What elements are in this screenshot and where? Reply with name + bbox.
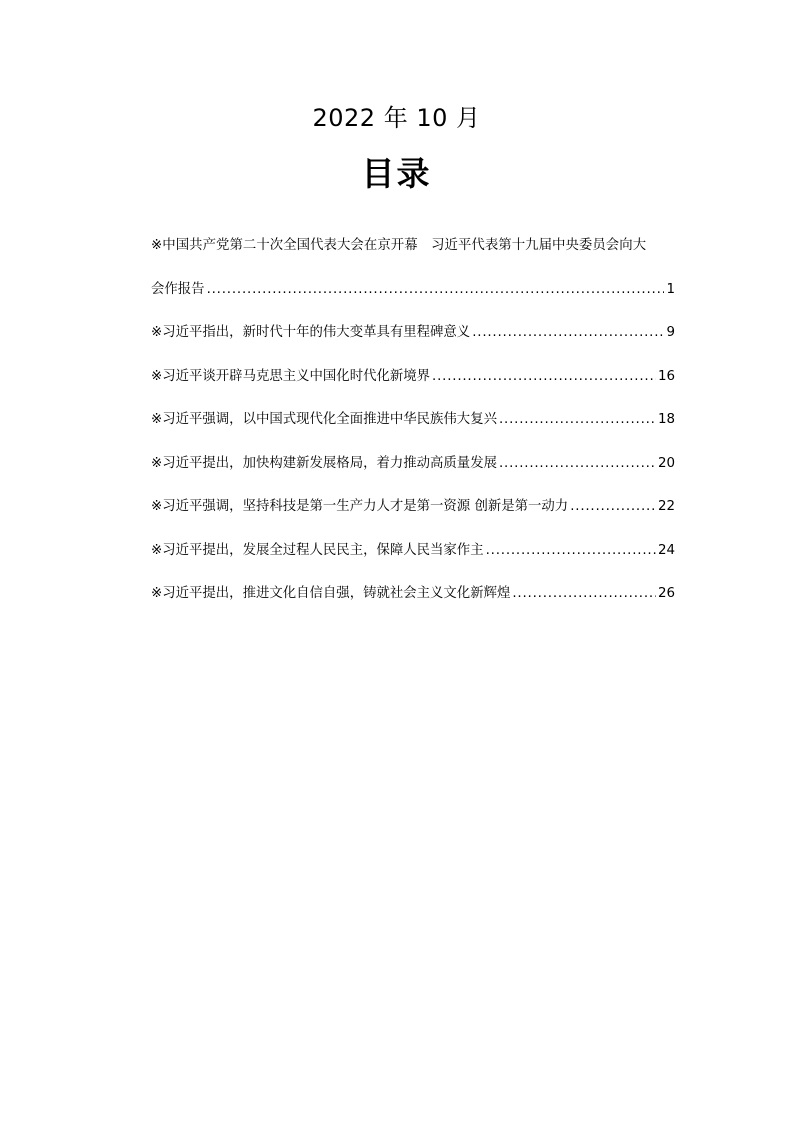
dot-leader [432, 355, 656, 399]
dot-leader [512, 572, 656, 616]
toc-entry-3[interactable] [151, 355, 675, 399]
toc-entry-7-page: 24 [657, 542, 675, 558]
toc-entry-2-text: ※习近平指出，新时代十年的伟大变革具有里程碑意义 [151, 325, 471, 340]
toc-entry-6[interactable] [151, 485, 675, 529]
toc-entry-8[interactable] [151, 572, 675, 616]
toc-entry-1-text: 会作报告 [151, 281, 205, 297]
toc-entry-5-text: ※习近平提出，加快构建新发展格局，着力推动高质量发展 [151, 455, 497, 471]
toc-entry-2[interactable] [151, 311, 675, 355]
toc-entry-1-line-1[interactable]: ※中国共产党第二十次全国代表大会在京开幕 习近平代表第十九届中央委员会向大 [151, 238, 647, 253]
toc-entry-7-text: ※习近平提出，发展全过程人民民主，保障人民当家作主 [151, 542, 484, 558]
document-date: 2022 年 10 月 [312, 104, 481, 132]
toc-entry-3-text: ※习近平谈开辟马克思主义中国化时代化新境界 [151, 368, 431, 384]
toc-entry-5[interactable] [151, 442, 675, 486]
toc-entry-2-page: 9 [666, 325, 675, 340]
dot-leader [486, 529, 656, 573]
dot-leader [472, 311, 664, 355]
toc-entry-1-line-2[interactable] [151, 268, 675, 312]
table-of-contents [151, 224, 675, 616]
toc-entry-4-page: 18 [657, 412, 675, 427]
toc-entry-7[interactable] [151, 529, 675, 573]
toc-entry-5-page: 20 [657, 455, 675, 471]
toc-entry-3-page: 16 [657, 368, 675, 384]
dot-leader [570, 485, 656, 529]
toc-entry-6-text: ※习近平强调，坚持科技是第一生产力人才是第一资源 创新是第一动力 [151, 499, 569, 514]
toc-entry-8-page: 26 [657, 586, 675, 601]
dot-leader [207, 268, 665, 312]
dot-leader [499, 442, 656, 486]
toc-entry-4[interactable] [151, 398, 675, 442]
dot-leader [499, 398, 656, 442]
toc-entry-4-text: ※习近平强调，以中国式现代化全面推进中华民族伟大复兴 [151, 412, 497, 427]
toc-entry-6-page: 22 [657, 499, 675, 514]
toc-title: 目录 [361, 154, 432, 193]
toc-entry-8-text: ※习近平提出，推进文化自信自强，铸就社会主义文化新辉煌 [151, 586, 511, 601]
toc-entry-1-page: 1 [666, 281, 675, 297]
